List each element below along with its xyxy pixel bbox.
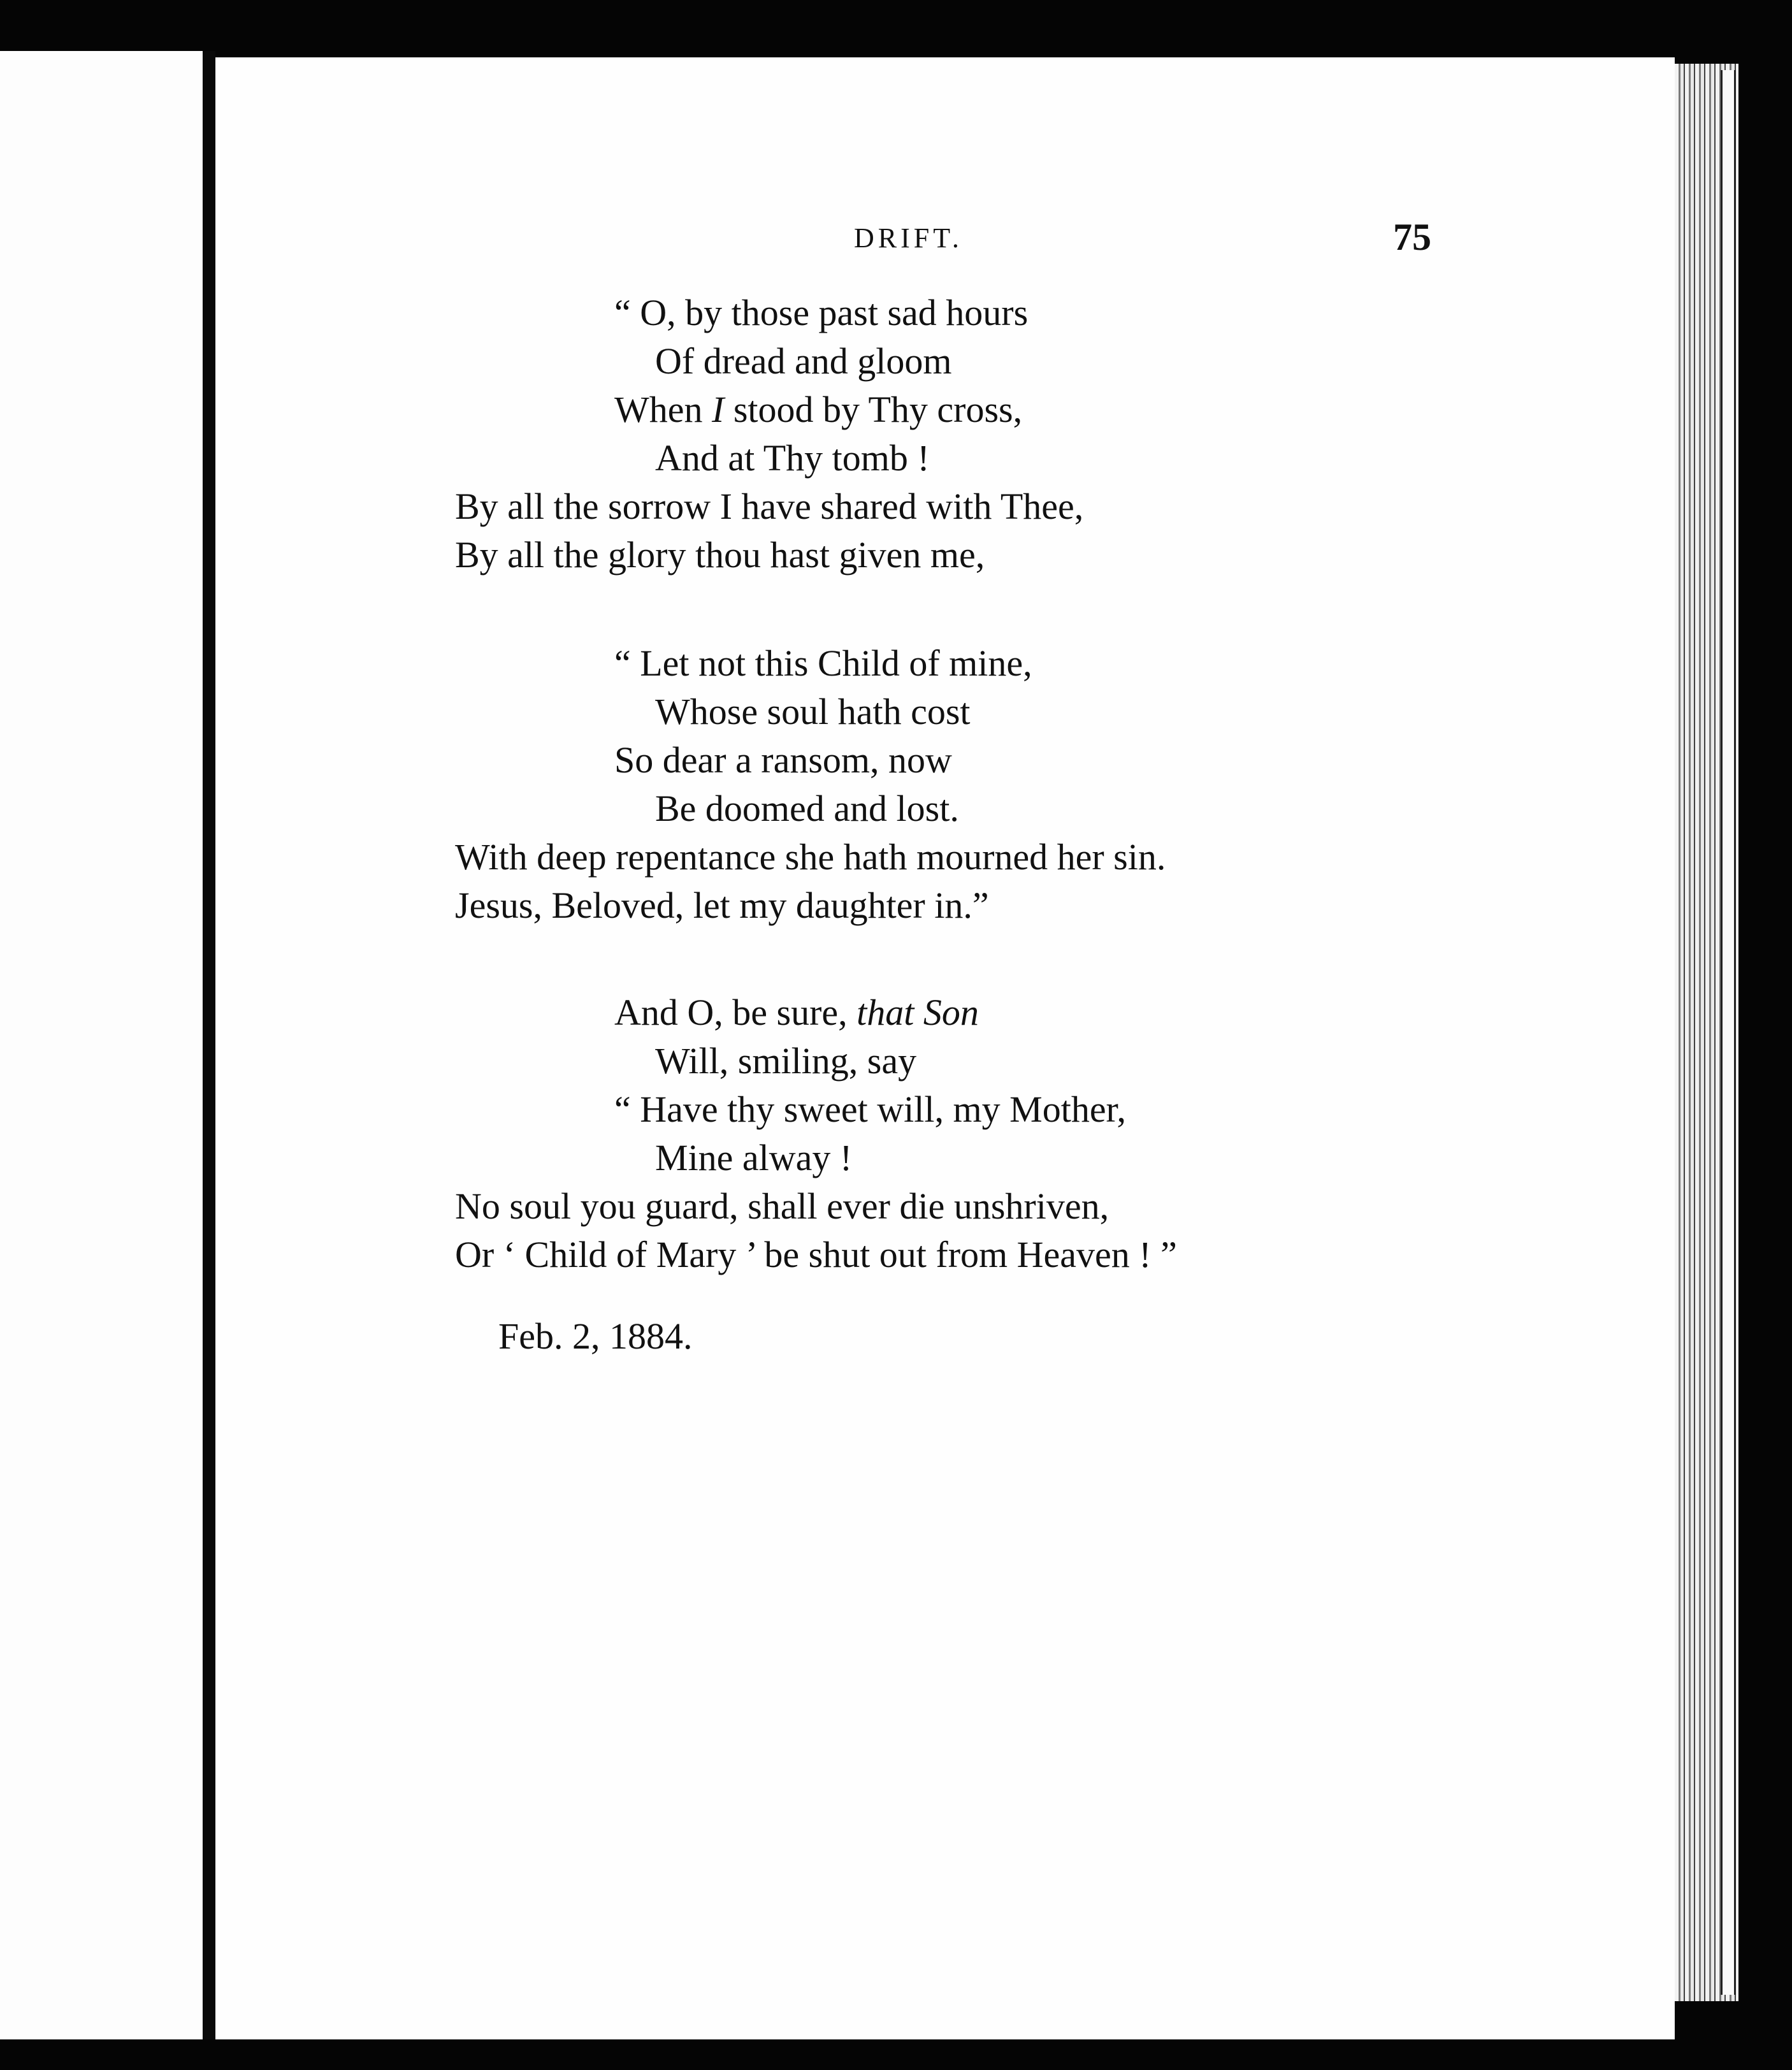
poem-line: Of dread and gloom (655, 340, 952, 382)
poem-line: “ O, by those past sad hours (614, 292, 1029, 333)
page-number: 75 (1393, 216, 1431, 258)
poem-line: By all the glory thou hast given me, (455, 534, 985, 575)
poem-line: No soul you guard, shall ever die unshriven, (455, 1185, 1109, 1227)
running-head: DRIFT. (854, 222, 963, 254)
poem-line: Be doomed and lost. (655, 788, 959, 829)
poem-line: So dear a ransom, now (614, 739, 952, 781)
poem-line: Whose soul hath cost (655, 691, 971, 732)
poem-line: When I stood by Thy cross, (614, 389, 1023, 430)
poem-line: And at Thy tomb ! (655, 437, 930, 479)
poem-line: By all the sorrow I have shared with Thee, (455, 486, 1084, 527)
book-gutter (203, 51, 215, 2039)
poem-line: “ Let not this Child of mine, (614, 642, 1032, 684)
poem-date: Feb. 2, 1884. (498, 1315, 693, 1357)
facing-page (0, 51, 203, 2039)
poem-line: With deep repentance she hath mourned her sin. (455, 836, 1166, 878)
poem-line: And O, be sure, that Son (614, 992, 979, 1033)
poem-line: “ Have thy sweet will, my Mother, (614, 1089, 1127, 1130)
page-edges-outer (1721, 70, 1736, 1995)
poem-line: Mine alway ! (655, 1137, 853, 1178)
poem-line: Or ‘ Child of Mary ’ be shut out from Heaven ! ” (455, 1234, 1177, 1275)
poem-line: Will, smiling, say (655, 1040, 917, 1082)
poem-line: Jesus, Beloved, let my daughter in.” (455, 885, 989, 926)
